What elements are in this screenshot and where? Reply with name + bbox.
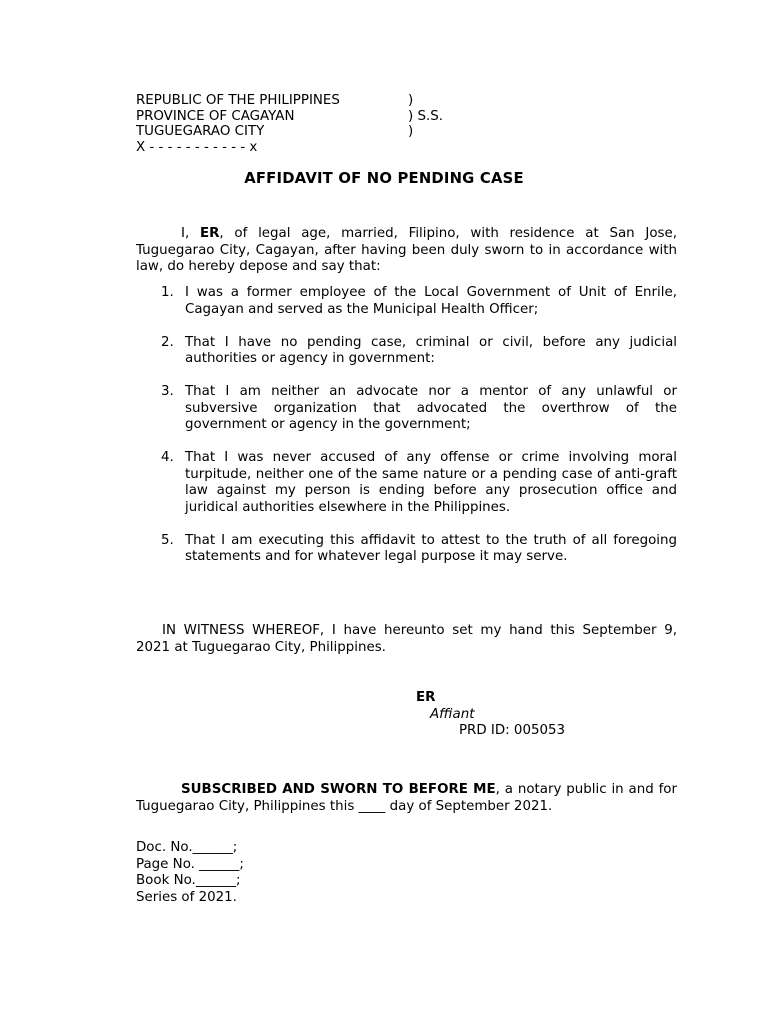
signatory-role: Affiant bbox=[430, 707, 475, 722]
list-item bbox=[136, 285, 677, 318]
caption-row bbox=[136, 124, 556, 140]
notarial-register bbox=[136, 840, 436, 906]
signatory-id: PRD ID: 005053 bbox=[458, 723, 566, 738]
item-number: 5. bbox=[161, 532, 174, 548]
book-number: Book No.______; bbox=[136, 873, 241, 888]
series-year: Series of 2021. bbox=[136, 889, 237, 905]
document-title: AFFIDAVIT OF NO PENDING CASE bbox=[244, 170, 524, 187]
page-number: Page No. ______; bbox=[136, 856, 244, 872]
jurat-paragraph bbox=[136, 782, 677, 815]
caption-bracket: ) bbox=[408, 93, 414, 108]
intro-lead: I, bbox=[181, 226, 200, 241]
jurat-heading: SUBSCRIBED AND SWORN TO BEFORE ME bbox=[181, 782, 496, 797]
intro-rest: , of legal age, married, Filipino, with residence at San Jose, Tuguegarao City, Cagayan, after having been duly sworn to in accordance with law, do hereby depose and say that: bbox=[136, 226, 677, 274]
item-number: 1. bbox=[161, 285, 174, 300]
witness-paragraph: IN WITNESS WHEREOF, I have hereunto set my hand this September 9, 2021 at Tuguegarao City, Philippines. bbox=[136, 623, 677, 655]
caption-bracket: ) bbox=[408, 124, 414, 139]
item-text: That I have no pending case, criminal or civil, before any judicial authorities or agency in government: bbox=[185, 334, 677, 366]
item-number: 2. bbox=[161, 334, 174, 350]
caption-province: PROVINCE OF CAGAYAN bbox=[136, 108, 295, 124]
venue-caption bbox=[136, 93, 556, 155]
caption-row bbox=[136, 93, 556, 109]
item-text: That I am neither an advocate nor a mentor of any unlawful or subversive organization that advocated the overthrow of the government or agency in the government; bbox=[185, 384, 677, 432]
item-text: That I am executing this affidavit to attest to the truth of all foregoing statements and for whatever legal purpose it may serve. bbox=[185, 532, 677, 564]
caption-ss: ) S.S. bbox=[408, 108, 443, 124]
list-item bbox=[136, 450, 677, 516]
caption-republic: REPUBLIC OF THE PHILIPPINES bbox=[136, 93, 340, 108]
list-item bbox=[136, 335, 677, 368]
affiant-name-inline: ER bbox=[199, 226, 220, 241]
caption-row bbox=[136, 140, 556, 156]
doc-number: Doc. No.______; bbox=[136, 840, 238, 855]
item-text: I was a former employee of the Local Government of Unit of Enrile, Cagayan and served as the Municipal Health Officer; bbox=[185, 285, 677, 317]
item-text: That I was never accused of any offense or crime involving moral turpitude, neither one of the same nature or a pending case of anti-graft law against my person is ending before any prosecution office and juridical authorities elsewhere in the Philippines. bbox=[185, 450, 677, 515]
caption-separator: X - - - - - - - - - - - x bbox=[136, 139, 258, 155]
jurat-rest: , a notary public in and for Tuguegarao City, Philippines this ____ day of September 2021. bbox=[136, 782, 677, 814]
item-number: 4. bbox=[161, 450, 174, 465]
intro-paragraph bbox=[136, 226, 677, 276]
item-number: 3. bbox=[161, 384, 174, 399]
statement-list bbox=[136, 285, 677, 582]
signatory-name: ER bbox=[416, 690, 436, 705]
list-item bbox=[136, 533, 677, 566]
caption-row bbox=[136, 109, 556, 125]
caption-city: TUGUEGARAO CITY bbox=[136, 124, 265, 139]
list-item bbox=[136, 384, 677, 434]
